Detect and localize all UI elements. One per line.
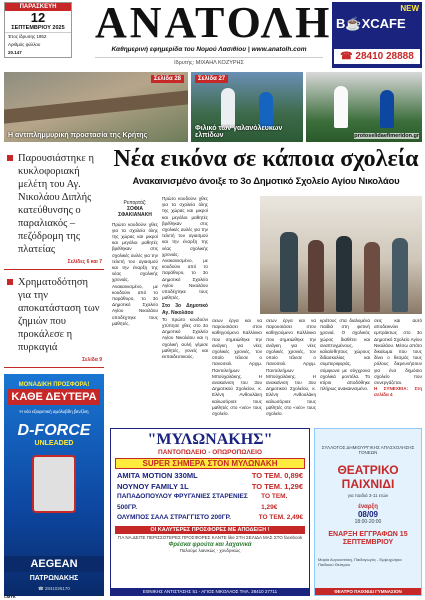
- price-row: [117, 471, 303, 482]
- newspaper-title: ΑΝΑΤΟΛΗ: [95, 0, 333, 47]
- product-price: ΤΟ ΤΕΜ. 1,29€: [261, 493, 288, 511]
- left-column: [4, 146, 104, 596]
- article-column-3: [266, 318, 316, 417]
- founded-year: Έτος ίδρυσης 1952: [8, 34, 47, 39]
- ad-organization: ΣΥΛΛΟΓΟΣ ΔΗΜΙΟΥΡΓΙΚΗΣ ΑΠΑΣΧΟΛΗΣΗΣ ΓΟΝΕΩΝ: [321, 445, 415, 455]
- article-column-2: [212, 318, 262, 417]
- article-text: Πρώτο κουδούνι χθες για τα σχολεία όλης της χώρας και μικροί και μεγάλοι μαθητές βρέθηκαν στις σχολικές αυλές για την τελετή του αγιασμού και την έναρξη της νέας σχολικής χρονιάς. Ανακαινισμένο, με κουδούνι από το παράθυρο, το 3ο Δημοτικό Σχολείο Αγίου Νικολάου υποδέχτηκε τους μαθητές.: [162, 196, 208, 301]
- article-column-5: [374, 318, 422, 399]
- ad-best-offers: ΟΙ ΚΑΛΥΤΕΡΕΣ ΠΡΟΣΦΟΡΕΣ ΜΕ ΑΠΟΔΕΙΞΗ !: [115, 526, 305, 534]
- ad-start-label: έναρξη: [358, 504, 378, 510]
- masthead: [0, 0, 425, 70]
- ad-brand-rest: XCAFE: [361, 16, 406, 31]
- ad-fresh-produce: Φρέσκα φρούτα και λαχανικά: [168, 541, 252, 548]
- article-column-1: [112, 196, 158, 327]
- ad-phone: [334, 49, 420, 64]
- ad-new-badge: NEW: [400, 4, 419, 13]
- ad-store-type: ΠΑΝΤΟΠΩΛΕΙΟ - ΟΠΩΡΟΠΩΛΕΙΟ: [158, 449, 262, 456]
- main-headline[interactable]: Νέα εικόνα σε κάποια σχολεία: [113, 146, 419, 172]
- article-subhead: Ανακαινισμένο άνοιξε το 3ο Δημοτικό Σχολείο Αγίου Νικολάου: [132, 176, 400, 187]
- photo-strip: [0, 72, 425, 142]
- article-text: Πρώτο κουδούνι χθες για τα σχολεία όλης της χώρας και μικροί και μεγάλοι μαθητές βρέθηκαν στις σχολικές αυλές για την τελετή του αγιασμού και την έναρξη της νέας σχολικής χρονιάς. Ανακαινισμένο, με κουδούνι από το παράθυρο, το 3ο Δημοτικό Σχολείο Αγίου Νικολάου υποδέχτηκε τους μαθητές.: [112, 221, 158, 326]
- ad-phone-number: 28410 28888: [355, 51, 414, 62]
- date-day: ΠΑΡΑΣΚΕΥΗ: [5, 3, 71, 11]
- issue-label: Αριθμός φύλλου: [8, 42, 41, 47]
- ad-banner: SUPER ΣΗΜΕΡΑ ΣΤΟΝ ΜΥΛΩΝΑΚΗ: [115, 458, 305, 469]
- square-bullet-icon: [7, 155, 13, 161]
- ad-phone-number: 2841026170: [44, 586, 70, 591]
- ad-time: 18:00-20:00: [354, 519, 382, 525]
- ad-offer: ΜΟΝΑΔΙΚΗ ΠΡΟΣΦΟΡΑ!: [18, 382, 90, 388]
- price-row: [117, 513, 303, 524]
- cup-icon: ☕: [345, 16, 362, 31]
- ad-retail-wholesale: Παλούμε λιανικώς - χονδρικώς: [179, 547, 241, 553]
- riverbed-shape: [4, 90, 188, 123]
- article-column-1b: [162, 196, 208, 360]
- ad-company: AEGEAN: [4, 556, 104, 572]
- player-figure: [334, 86, 348, 128]
- date-month: ΣΕΠΤΕΜΒΡΙΟΥ 2025: [5, 25, 71, 33]
- photo-caption: Η αντιπλημμυρική προστασία της Κρήτης: [8, 132, 148, 139]
- square-bullet-icon: [7, 279, 13, 285]
- fuel-pump-icon: [32, 455, 76, 513]
- ad-fuel-brand: D-FORCE: [17, 422, 91, 439]
- date-number: 12: [30, 10, 46, 25]
- article-column-4: [320, 318, 370, 392]
- mylonakis-grocery-ad[interactable]: [110, 428, 310, 596]
- school-blessing-photo[interactable]: [260, 196, 422, 314]
- founder-line: Ιδρυτής: ΜΙΧΑΗΛ ΚΟΖΥΡΗΣ: [95, 57, 323, 66]
- main-article: [110, 146, 422, 187]
- ad-address: ΕΘΝΙΚΗΣ ΑΝΤΙΣΤΑΣΗΣ 51 - ΑΓΙΟΣ ΝΙΚΟΛΑΟΣ ΤΗΛ. 28410 27711: [111, 588, 309, 595]
- price-row: [117, 482, 303, 493]
- product-name: ΠΑΠΑΔΟΠΟΥΛΟΥ ΦΡΥΓΑΝΙΕΣ ΣΤΑΡΕΝΙΕΣ 500ΓΡ.: [117, 493, 248, 511]
- player-figure: [221, 88, 235, 128]
- ad-phone: [4, 586, 104, 592]
- article-text: σεις και αυτό αποδεικνύει εμπράκτως στο 3ο Δημοτικό Σχολείο Αγίου Νικολάου. Μέσω απότο δικαίωμα που τους δίνει ο θεσμός τους ρόλους διερευνήσουν για ένα δημόσιο σχολείο που συνεργάζεται.: [374, 318, 422, 386]
- price-row: [117, 492, 303, 513]
- ad-facebook-note: ΓΙΑ ΝΑ ΔΕΙΤΕ ΠΕΡΙΣΣΟΤΕΡΕΣ ΠΡΟΣΦΟΡΕΣ ΚΑΝΤΕ like ΣΤΗ ΣΕΛΙΔΑ ΜΑΣ ΣΤΟ facebook: [117, 534, 303, 540]
- ad-brand-first: B: [336, 16, 346, 31]
- product-name: ΟΛΥΜΠΟΣ ΣΑΛΑ ΣΤΡΑΓΓΙΣΤΟ 200ΓΡ.: [117, 514, 231, 521]
- news-brief[interactable]: [4, 270, 104, 368]
- brief-page-ref: Σελίδες 6 και 7: [67, 259, 102, 265]
- ad-subtitle: Η νέα εξαιρετική αμόλυβδη βενζίνη: [19, 409, 89, 414]
- attendee-figure: [308, 240, 324, 312]
- date-box: [4, 2, 72, 58]
- attendee-figure: [364, 242, 380, 312]
- priest-figure: [280, 232, 298, 312]
- photo-caption: Φιλικό των γαλανόλευκων ελπίδων: [195, 125, 283, 139]
- ad-enrollment: ΕΝΑΡΞΗ ΕΓΓΡΑΦΩΝ 15 ΣΕΠΤΕΜΒΡΙΟΥ: [328, 531, 408, 546]
- ad-owner: ΠΑΤΡΩΝΑΚΗΣ: [29, 575, 79, 582]
- ad-ages: για παιδιά 3-11 ετών: [347, 493, 389, 498]
- news-brief[interactable]: [4, 146, 104, 270]
- article-text: κράτους στα διαλυμένα παιδιά στη φετινή χρονιά. Ο σχολικός χώρος διαθέτει και αναπτυγμένους, καλαίσθητους χώρους διδασκαλίας και συμπεριφοράς, σύμφωνα με σύγχρονα σχολικά μοντέλα. Το κτίριο αποδόθηκε πλήρως ανακαινισμένο.: [320, 318, 370, 392]
- ad-title: ΘΕΑΤΡΙΚΟ ΠΑΙΧΝΙΔΙ: [337, 463, 399, 491]
- player-figure: [380, 90, 394, 128]
- article-text: σεων έργα και να παρουσιάσει στον καθηγούμενο Καλλίνικο που σημειώθηκε την ανάγκη για νέες σχολικές χρονιές, τον οποίο τέλεσε ο πανοσιολ. Αρχιμ. Παντελεήμων Μπούχαλάκης. Η ανακαίνιση του 3ου Δημοτικού Σχολείου, κ. Ελένη Ανθουλάκη καλωσόρισε τους μαθητές στο «νέο» τους σχολείο.: [266, 318, 316, 417]
- brief-text: Παρουσιάστηκε η κυκλοφοριακή μελέτη του Αγ. Νικολάου Διπλής κατεύθυνσης ο παραλιακός – πεζόδρομη της πλατείας: [18, 153, 94, 255]
- phone-icon: ☎: [340, 51, 356, 62]
- product-name: ΝΟΥΝΟΥ FAMILY 1L: [117, 481, 189, 491]
- football-photo[interactable]: [191, 72, 303, 142]
- product-name: ΑΜΙΤΑ ΜΟΤΙΟΝ 330ML: [117, 471, 198, 480]
- ad-store-name: "ΜΥΛΩΝΑΚΗΣ": [147, 431, 273, 448]
- ad-fuel-product: UNLEADED: [34, 440, 74, 447]
- photo-page-tag: Σελίδα 27: [195, 75, 228, 83]
- article-section-heading: Στο 3ο Δημοτικό Αγ. Νικολάου: [162, 303, 208, 316]
- article-text: σεων έργα και να παρουσιάσει στον καθηγούμενο Καλλίνικο που σημειώθηκε την ανάγκη για νέες σχολικές χρονιές, τον οποίο τέλεσε ο πανοσιολ. Αρχιμ. Παντελεήμων Μπούχαλάκης. Η ανακαίνιση του 3ου Δημοτικού Σχολείου, κ. Ελένη Ανθουλάκη καλωσόρισε τους μαθητές στο «νέο» τους σχολείο.: [212, 318, 262, 417]
- boxcafe-ad[interactable]: [332, 2, 422, 68]
- football-action-photo[interactable]: [306, 72, 422, 142]
- ad-brand: [336, 16, 406, 32]
- brief-page-ref: Σελίδα 9: [82, 357, 102, 363]
- ad-contact: Μαρία Αυγουστάκη, Παιδαγωγός - Εμψυχώτρια Παιδικού Θεάτρου: [318, 557, 402, 567]
- product-price: ΤΟ ΤΕΜ. 2,49€: [258, 514, 303, 521]
- ad-weekday: ΚΑΘΕ ΔΕΥΤΕΡΑ: [8, 389, 100, 405]
- attendee-figure: [392, 238, 408, 312]
- flood-protection-photo[interactable]: [4, 72, 188, 142]
- product-price: ΤΟ ΤΕΜ. 0,89€: [251, 471, 303, 480]
- theatre-game-ad[interactable]: [314, 428, 422, 596]
- brief-text: Χρηματοδότηση για την αποκατάσταση των ζημιών που προκάλεσε η πυρκαγιά: [18, 277, 100, 353]
- photo-credit: protoselidaefimeridon.gr: [354, 133, 419, 139]
- newspaper-tagline: Καθημερινή εφημερίδα του Νομού Λασιθίου | www.anatolh.com: [111, 46, 307, 53]
- player-figure: [259, 92, 273, 128]
- print-registration-marks: CMYK: [4, 594, 16, 599]
- article-text: Το πρώτο κουδούνι χτύπησε χθες στο 3ο Δημοτικό Σχολείο Αγίου Νικολάου και η σχολική αυλή γέμισε μαθητές, γονείς και εκπαιδευτικούς.: [162, 316, 208, 360]
- photo-page-tag: Σελίδα 28: [151, 75, 184, 83]
- byline-name: ΣΟΦΙΑ ΣΦΑΚΙΑΝΑΚΗ: [118, 206, 152, 219]
- ad-start-date: 08/09: [357, 510, 379, 519]
- phone-icon: ☎: [38, 586, 45, 591]
- ad-footer: ΘΕΑΤΡΟ ΠΑΙΧΝΙΔΙ ΓΥΜΝΑΣΙΟΝ: [315, 588, 421, 595]
- attendee-figure: [336, 236, 352, 312]
- dforce-fuel-ad[interactable]: [4, 374, 104, 596]
- issue-number: 20.147: [8, 50, 22, 55]
- byline-label: Ρεπορτάζ:: [123, 200, 147, 206]
- product-price: ΤΟ ΤΕΜ. 1,29€: [251, 481, 303, 491]
- article-continuation[interactable]: Η ΣΥΝΕΧΕΙΑ: Στη σελίδα 4: [374, 386, 422, 398]
